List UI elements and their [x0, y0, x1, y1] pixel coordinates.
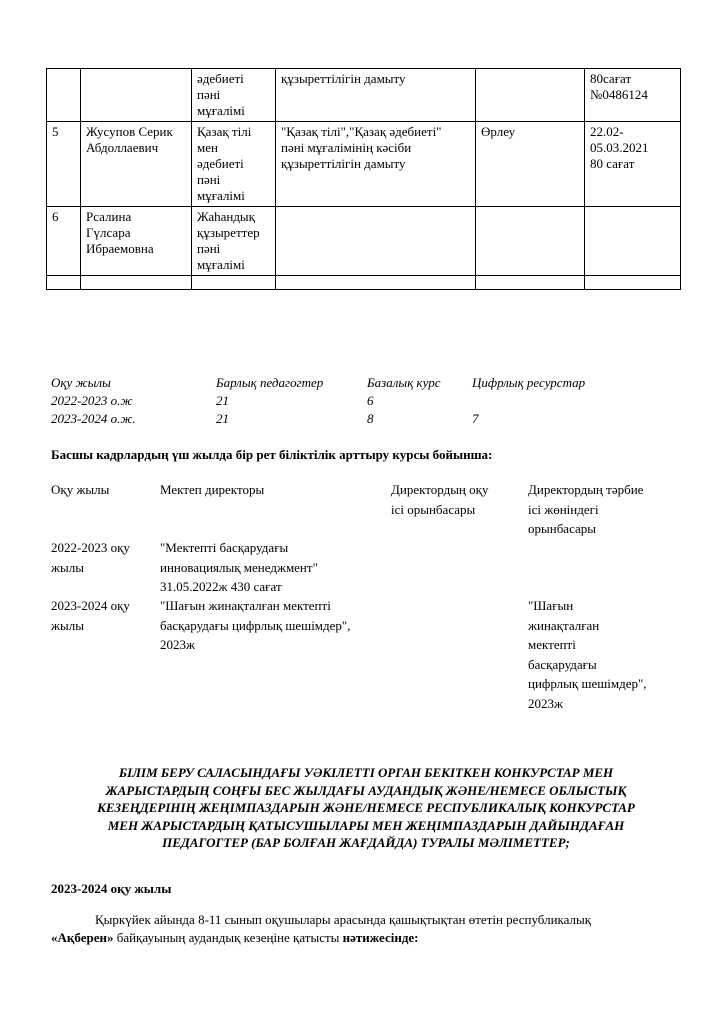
leaders-header-year: Оқу жылы [51, 482, 110, 497]
table-cell-subject: Жаһандық құзыреттер пәні мұғалімі [192, 207, 276, 276]
table-cell-subject: Қазақ тілі мен әдебиеті пәні мұғалімі [192, 122, 276, 207]
stats-r2-base: 8 [367, 411, 374, 426]
leaders-header-deputy-study: Директордың оқу ісі орынбасары [391, 482, 489, 517]
akberen-bold: «Ақберен» [51, 930, 114, 945]
table-cell-course: "Қазақ тілі","Қазақ әдебиеті" пәні мұғалімінің кәсіби құзыреттілігін дамыту [276, 122, 476, 207]
stats-r1-year: 2022-2023 о.ж [51, 393, 133, 408]
stats-r1-base: 6 [367, 393, 374, 408]
table-cell-date [585, 207, 681, 276]
table-cell-subject: әдебиеті пәні мұғалімі [192, 69, 276, 122]
table-cell-date: 80сағат №0486124 [585, 69, 681, 122]
table-cell-name: Рсалина Гүлсара Ибраемовна [81, 207, 192, 276]
table-cell-name [81, 276, 192, 290]
stats-header-base: Базалық курс [367, 375, 441, 390]
paragraph [51, 911, 691, 947]
stats-r2-year: 2023-2024 о.ж. [51, 411, 136, 426]
section-title: Басшы кадрлардың үш жылда бір рет біліктілік арттыру курсы бойынша: [51, 447, 493, 462]
table-cell-course [276, 276, 476, 290]
table-row [47, 69, 681, 122]
stats-header-digital: Цифрлық ресурстар [472, 375, 586, 390]
year-heading: 2023-2024 оқу жылы [51, 881, 172, 896]
table-cell-org [476, 207, 585, 276]
table-cell-date: 22.02- 05.03.2021 80 сағат [585, 122, 681, 207]
leaders-header-deputy-edu: Директордың тәрбие ісі жөніндегі орынбасары [528, 482, 644, 536]
big-heading: БІЛІМ БЕРУ САЛАСЫНДАҒЫ УӘКІЛЕТТІ ОРГАН БЕКІТКЕН КОНКУРСТАР МЕН ЖАРЫСТАРДЫҢ СОҢҒЫ БЕС ЖЫЛДАҒЫ АУДАНДЫҚ ЖӘНЕ/НЕМЕСЕ ОБЛЫСТЫҚ КЕЗЕҢДЕРІНІҢ ЖЕҢІМПАЗДАРЫН ЖӘНЕ/НЕМЕСЕ РЕСПУБЛИКАЛЫҚ КОНКУРСТАР МЕН ЖАРЫСТАРДЫҢ ҚАТЫСУШЫЛАРЫ МЕН ЖЕҢІМПАЗДАРЫН ДАЙЫНДАҒАН ПЕДАГОГТЕР (БАР БОЛҒАН ЖАҒДАЙДА) ТУРАЛЫ МӘЛІМЕТТЕР; [97, 765, 635, 850]
leaders-r1-director: "Мектепті басқарудағы инновациялық менеджмент" 31.05.2022ж 430 сағат [160, 540, 318, 594]
table-cell-name: Жусупов Серик Абдоллаевич [81, 122, 192, 207]
table-cell-course [276, 207, 476, 276]
result-bold: нәтижесінде: [342, 930, 419, 945]
table-cell-course: құзыреттілігін дамыту [276, 69, 476, 122]
paragraph-line2 [51, 929, 691, 947]
stats-header-all: Барлық педагогтер [216, 375, 324, 390]
table-row [47, 207, 681, 276]
table-cell-n [47, 69, 81, 122]
table-cell-org: Өрлеу [476, 122, 585, 207]
table-cell-subject [192, 276, 276, 290]
leaders-r2-director: "Шағын жинақталған мектепті басқарудағы цифрлық шешімдер", 2023ж [160, 598, 351, 652]
leaders-header-director: Мектеп директоры [160, 482, 265, 497]
table-row [47, 122, 681, 207]
table-row [47, 276, 681, 290]
leaders-r2-year: 2023-2024 оқу жылы [51, 598, 130, 633]
stats-r2-all: 21 [216, 411, 229, 426]
table-cell-n: 5 [47, 122, 81, 207]
table-cell-date [585, 276, 681, 290]
leaders-r2-deputy-edu: "Шағын жинақталған мектепті басқарудағы цифрлық шешімдер", 2023ж [528, 598, 647, 711]
paragraph-line1: Қыркүйек айында 8-11 сынып оқушылары арасында қашықтықтан өтетін республикалық [95, 912, 592, 927]
leaders-r1-year: 2022-2023 оқу жылы [51, 540, 130, 575]
table-cell-org [476, 276, 585, 290]
teachers-course-table [46, 68, 681, 290]
stats-r2-digital: 7 [472, 411, 479, 426]
table-cell-org [476, 69, 585, 122]
stats-r1-all: 21 [216, 393, 229, 408]
table-cell-name [81, 69, 192, 122]
table-cell-n: 6 [47, 207, 81, 276]
paragraph-mid: байқауының аудандық кезеңіне қатысты [113, 930, 343, 945]
stats-header-year: Оқу жылы [51, 375, 111, 390]
table-cell-n [47, 276, 81, 290]
